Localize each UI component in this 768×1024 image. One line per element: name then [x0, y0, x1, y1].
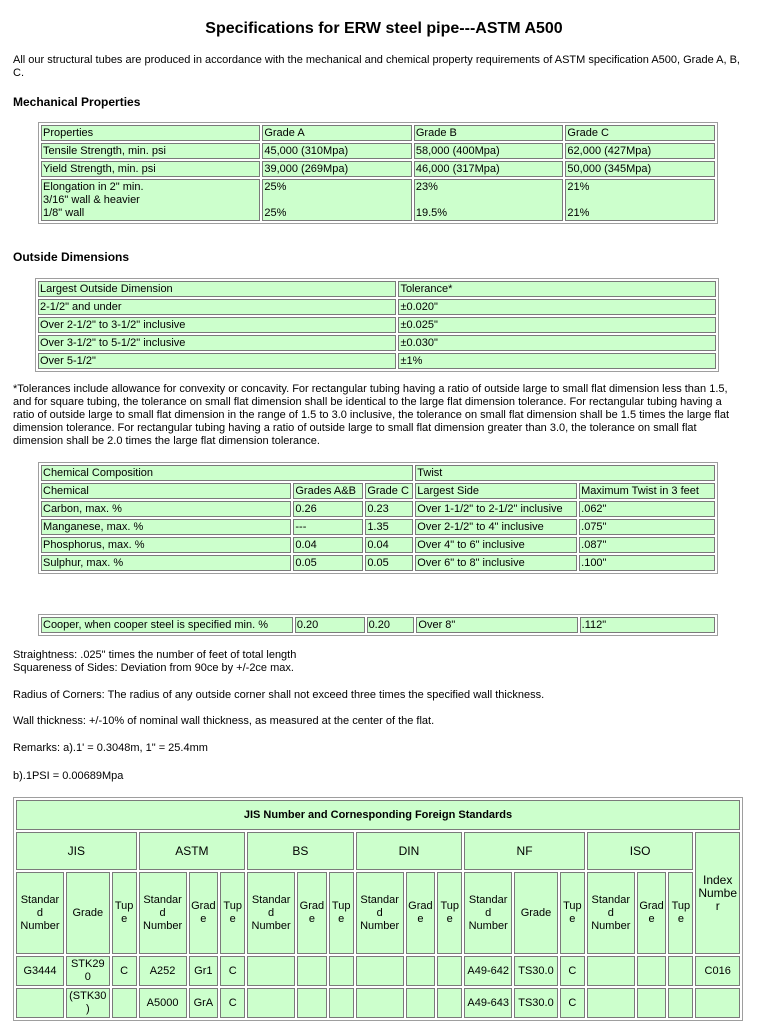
table-row	[41, 143, 715, 159]
tolerance-note: *Tolerances include allowance for convexity or concavity. For rectangular tubing having a ratio of outside large to small flat dimension less than 1.5, and for square tubing, the tolerance on small flat dimension shall be identical to the large flat dimension tolerance. For rectangular tubing having a ratio of outside large to small flat dimension in the range of 1.5 to 3.0 inclusive, the tolerance on small flat dimension shall be 1.5 times the large flat dimension tolerance. For rectangular tubing having a ratio of outside large to small flat dimension greater than 3.0, the tolerance on small flat dimension shall be 2.0 times the large flat dimension tolerance.	[13, 383, 730, 447]
table-cell: ±0.020"	[398, 299, 716, 315]
elongation-value: 21%	[567, 207, 590, 219]
remarks-a: Remarks: a).1' = 0.3048m, 1" = 25.4mm	[13, 742, 208, 754]
table-cell: Over 1-1/2" to 2-1/2" inclusive	[415, 501, 577, 517]
table-cell: Cooper, when cooper steel is specified min. %	[41, 617, 293, 633]
table-header-cell: Maximum Twist in 3 feet	[579, 483, 715, 499]
table-caption-row	[16, 800, 740, 830]
table-cell: A5000	[139, 988, 187, 1018]
elongation-value: 25%	[264, 181, 287, 193]
table-cell: 2-1/2" and under	[38, 299, 396, 315]
table-cell: Phosphorus, max. %	[41, 537, 291, 553]
table-cell: C	[560, 956, 585, 986]
type-header: Tup e	[220, 872, 245, 954]
mechanical-properties-table	[38, 122, 718, 224]
table-cell: Over 2-1/2" to 4" inclusive	[415, 519, 577, 535]
elongation-label-line: 1/8" wall	[43, 207, 85, 219]
table-cell: .087"	[579, 537, 715, 553]
outside-dimensions-heading: Outside Dimensions	[13, 250, 130, 264]
table-row	[38, 335, 716, 351]
table-cell: Over 8"	[416, 617, 577, 633]
table-cell	[668, 956, 693, 986]
type-header: Tup e	[329, 872, 354, 954]
table-row	[41, 617, 715, 633]
table-cell	[437, 956, 462, 986]
table-cell: .100"	[579, 555, 715, 571]
table-cell: Sulphur, max. %	[41, 555, 291, 571]
index-number-header: Index Numbe r	[695, 832, 740, 954]
table-header-row	[41, 125, 715, 141]
group-header-astm: ASTM	[139, 832, 246, 870]
chemical-composition-table	[38, 462, 718, 574]
table-cell: 1.35	[365, 519, 413, 535]
type-header: Tup e	[437, 872, 462, 954]
table-header-cell: Grade A	[262, 125, 412, 141]
table-cell	[668, 988, 693, 1018]
table-cell: .062"	[579, 501, 715, 517]
table-cell: A49-642	[464, 956, 512, 986]
table-row	[38, 317, 716, 333]
table-cell	[695, 988, 740, 1018]
table-cell: 0.20	[295, 617, 365, 633]
table-row	[38, 353, 716, 369]
table-cell	[565, 179, 715, 221]
elongation-value: 21%	[567, 181, 590, 193]
table-cell	[112, 988, 137, 1018]
table-cell	[437, 988, 462, 1018]
table-row	[41, 537, 715, 553]
table-row	[41, 161, 715, 177]
elongation-value: 19.5%	[415, 207, 448, 219]
table-cell	[406, 988, 436, 1018]
grade-header: Grade	[514, 872, 558, 954]
outside-dimensions-table	[35, 278, 719, 372]
table-row	[41, 555, 715, 571]
table-cell	[587, 988, 635, 1018]
elongation-label-line: 3/16" wall & heavier	[43, 194, 140, 206]
table-cell: ---	[293, 519, 363, 535]
table-cell: C	[560, 988, 585, 1018]
table-cell: Gr1	[189, 956, 219, 986]
table-cell: G3444	[16, 956, 64, 986]
table-cell	[41, 179, 260, 221]
remarks-b: b).1PSI = 0.00689Mpa	[13, 770, 124, 782]
table-header-cell: Grade C	[365, 483, 413, 499]
grade-header: Grad e	[637, 872, 667, 954]
table-header-row	[38, 281, 716, 297]
standard-number-header: Standar d Number	[587, 872, 635, 954]
table-header-cell: Grades A&B	[293, 483, 363, 499]
table-cell: 0.05	[365, 555, 413, 571]
squareness-note: Squareness of Sides: Deviation from 90ce by +/-2ce max.	[13, 662, 294, 674]
table-cell: TS30.0	[514, 988, 558, 1018]
table-cell: .112"	[580, 617, 715, 633]
table-cell: 50,000 (345Mpa)	[565, 161, 715, 177]
table-cell	[247, 988, 295, 1018]
table-cell: 39,000 (269Mpa)	[262, 161, 412, 177]
table-cell: (STK30 )	[66, 988, 110, 1018]
table-cell: Manganese, max. %	[41, 519, 291, 535]
grade-header: Grad e	[297, 872, 327, 954]
mechanical-heading: Mechanical Properties	[13, 95, 141, 109]
table-group-row	[16, 832, 740, 870]
table-header-cell: Chemical	[41, 483, 291, 499]
table-row	[38, 299, 716, 315]
table-header-row	[16, 872, 740, 954]
table-row-elongation	[41, 179, 715, 221]
table-cell: C	[220, 988, 245, 1018]
table-header-cell: Properties	[41, 125, 260, 141]
jis-table-caption: JIS Number and Cornesponding Foreign Standards	[16, 800, 740, 830]
table-cell	[329, 956, 354, 986]
table-cell: .075"	[579, 519, 715, 535]
table-cell: ±1%	[398, 353, 716, 369]
table-cell	[16, 988, 64, 1018]
table-cell: Carbon, max. %	[41, 501, 291, 517]
table-cell: Over 5-1/2"	[38, 353, 396, 369]
table-cell	[247, 956, 295, 986]
grade-header: Grad e	[189, 872, 219, 954]
table-cell: Over 3-1/2" to 5-1/2" inclusive	[38, 335, 396, 351]
group-header-nf: NF	[464, 832, 585, 870]
table-cell: A252	[139, 956, 187, 986]
table-cell: 58,000 (400Mpa)	[414, 143, 564, 159]
standard-number-header: Standar d Number	[464, 872, 512, 954]
table-cell: ±0.025"	[398, 317, 716, 333]
table-header-cell: Grade C	[565, 125, 715, 141]
table-row	[16, 988, 740, 1018]
table-cell	[329, 988, 354, 1018]
table-header-cell: Tolerance*	[398, 281, 716, 297]
radius-note: Radius of Corners: The radius of any outside corner shall not exceed three times the specified wall thickness.	[13, 689, 545, 701]
table-cell: C	[112, 956, 137, 986]
elongation-value: 25%	[264, 207, 287, 219]
table-cell: 0.23	[365, 501, 413, 517]
table-cell	[414, 179, 564, 221]
table-cell: Tensile Strength, min. psi	[41, 143, 260, 159]
chemical-composition-title: Chemical Composition	[41, 465, 413, 481]
table-cell: GrA	[189, 988, 219, 1018]
wall-thickness-note: Wall thickness: +/-10% of nominal wall thickness, as measured at the center of the flat.	[13, 715, 435, 727]
table-cell: Yield Strength, min. psi	[41, 161, 260, 177]
table-cell: A49-643	[464, 988, 512, 1018]
type-header: Tup e	[668, 872, 693, 954]
standard-number-header: Standar d Number	[16, 872, 64, 954]
standard-number-header: Standar d Number	[247, 872, 295, 954]
table-cell: 0.26	[293, 501, 363, 517]
table-header-row	[41, 483, 715, 499]
table-header-cell: Largest Side	[415, 483, 577, 499]
cooper-table	[38, 614, 718, 636]
table-cell: 0.20	[367, 617, 415, 633]
table-cell	[637, 988, 667, 1018]
table-cell: STK29 0	[66, 956, 110, 986]
group-header-din: DIN	[356, 832, 463, 870]
table-cell: 45,000 (310Mpa)	[262, 143, 412, 159]
table-header-cell: Largest Outside Dimension	[38, 281, 396, 297]
grade-header: Grad e	[406, 872, 436, 954]
table-cell	[356, 988, 404, 1018]
table-cell: Over 4" to 6" inclusive	[415, 537, 577, 553]
intro-paragraph: All our structural tubes are produced in accordance with the mechanical and chemical property requirements of ASTM specification A500, Grade A, B, C.	[13, 54, 740, 79]
type-header: Tup e	[560, 872, 585, 954]
table-cell: 46,000 (317Mpa)	[414, 161, 564, 177]
elongation-value: 23%	[415, 181, 438, 193]
standard-number-header: Standar d Number	[356, 872, 404, 954]
table-cell: Over 6" to 8" inclusive	[415, 555, 577, 571]
table-cell: 0.05	[293, 555, 363, 571]
group-header-jis: JIS	[16, 832, 137, 870]
table-cell: 0.04	[365, 537, 413, 553]
table-cell: C016	[695, 956, 740, 986]
group-header-iso: ISO	[587, 832, 694, 870]
table-title-row	[41, 465, 715, 481]
table-cell	[637, 956, 667, 986]
table-cell: 62,000 (427Mpa)	[565, 143, 715, 159]
jis-standards-table	[13, 797, 743, 1021]
table-cell: TS30.0	[514, 956, 558, 986]
straightness-note: Straightness: .025" times the number of feet of total length	[13, 649, 297, 661]
table-cell	[587, 956, 635, 986]
table-header-cell: Grade B	[414, 125, 564, 141]
twist-title: Twist	[415, 465, 715, 481]
table-row	[41, 519, 715, 535]
table-row	[16, 956, 740, 986]
table-cell: Over 2-1/2" to 3-1/2" inclusive	[38, 317, 396, 333]
table-cell	[262, 179, 412, 221]
table-cell: C	[220, 956, 245, 986]
type-header: Tup e	[112, 872, 137, 954]
page-title: Specifications for ERW steel pipe---ASTM A500	[205, 20, 563, 37]
table-cell: ±0.030"	[398, 335, 716, 351]
standard-number-header: Standar d Number	[139, 872, 187, 954]
table-cell: 0.04	[293, 537, 363, 553]
group-header-bs: BS	[247, 832, 354, 870]
elongation-label-line: Elongation in 2" min.	[43, 181, 144, 193]
table-cell	[297, 988, 327, 1018]
table-cell	[356, 956, 404, 986]
table-cell	[297, 956, 327, 986]
table-cell	[406, 956, 436, 986]
table-row	[41, 501, 715, 517]
grade-header: Grade	[66, 872, 110, 954]
